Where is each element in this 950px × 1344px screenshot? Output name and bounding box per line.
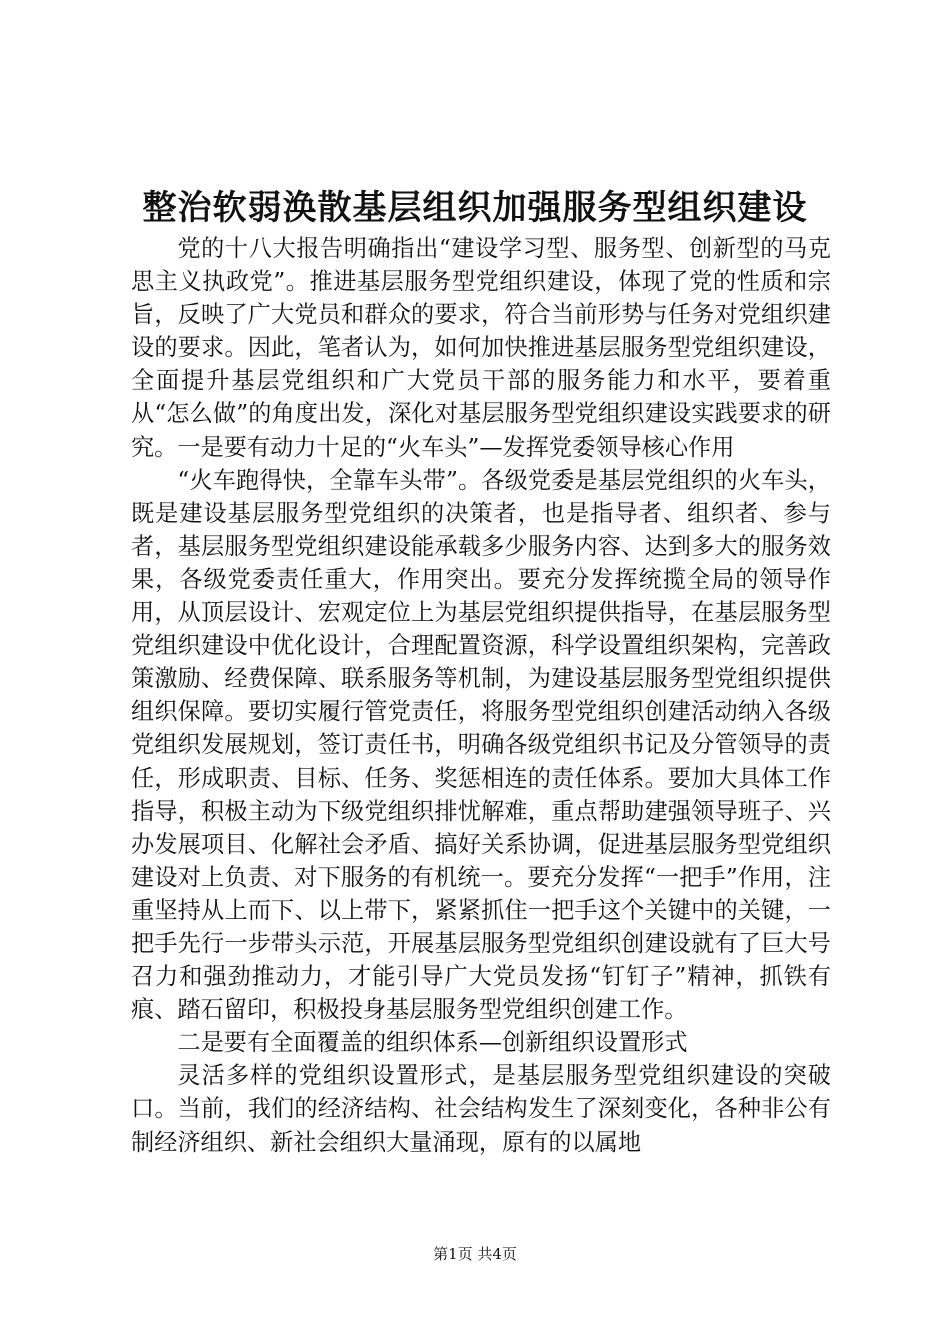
- paragraph-organization: 灵活多样的党组织设置形式，是基层服务型党组织建设的突破口。当前，我们的经济结构、社会结构发生了深刻变化，各种非公有制经济组织、新社会组织大量涌现，原有的以属地: [131, 1062, 831, 1156]
- paragraph-intro: 党的十八大报告明确指出“建设学习型、服务型、创新型的马克思主义执政党”。推进基层服务型党组织建设，体现了党的性质和宗旨，反映了广大党员和群众的要求，符合当前形势与任务对党组织建设的要求。因此，笔者认为，如何加快推进基层服务型党组织建设，全面提升基层党组织和广大党员干部的服务能力和水平，要着重从“怎么做”的角度出发，深化对基层服务型党组织建设实践要求的研究。一是要有动力十足的“火车头”—发挥党委领导核心作用: [131, 235, 831, 461]
- page-number: 第1页 共4页: [433, 1245, 517, 1263]
- section-heading-two: 二是要有全面覆盖的组织体系—创新组织设置形式: [177, 1029, 688, 1057]
- document-title: 整治软弱涣散基层组织加强服务型组织建设: [142, 188, 808, 228]
- document-body: [131, 232, 831, 1159]
- paragraph-locomotive: “火车跑得快，全靠车头带”。各级党委是基层党组织的火车头，既是建设基层服务型党组织的决策者，也是指导者、组织者、参与者，基层服务型党组织建设能承载多少服务内容、达到多大的服务效果，各级党委责任重大，作用突出。要充分发挥统揽全局的领导作用，从顶层设计、宏观定位上为基层党组织提供指导，在基层服务型党组织建设中优化设计，合理配置资源，科学设置组织架构，完善政策激励、经费保障、联系服务等机制，为建设基层服务型党组织提供组织保障。要切实履行管党责任，将服务型党组织创建活动纳入各级党组织发展规划，签订责任书，明确各级党组织书记及分管领导的责任，形成职责、目标、任务、奖惩相连的责任体系。要加大具体工作指导，积极主动为下级党组织排忧解难，重点帮助建强领导班子、兴办发展项目、化解社会矛盾、搞好关系协调，促进基层服务型党组织建设对上负责、对下服务的有机统一。要充分发挥“一把手”作用，注重坚持从上而下、以上带下，紧紧抓住一把手这个关键中的关键，一把手先行一步带头示范，开展基层服务型党组织创建设就有了巨大号召力和强劲推动力，才能引导广大党员发扬“钉钉子”精神，抓铁有痕、踏石留印，积极投身基层服务型党组织创建工作。: [131, 466, 831, 1024]
